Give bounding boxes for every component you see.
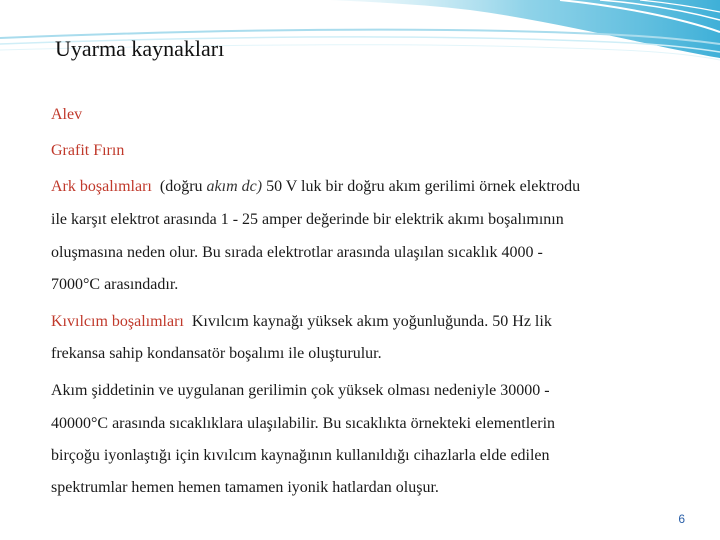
kivilcim-paragraph-line-1 — [51, 313, 552, 331]
item-grafit-firin: Grafit Fırın — [51, 142, 125, 159]
ark-paren-open: (doğru — [159, 178, 207, 195]
ark-italic: akım dc) — [206, 178, 263, 195]
item-alev: Alev — [51, 106, 83, 123]
kivilcim-rest: Kıvılcım kaynağı yüksek akım yoğunluğunda. 50 Hz lik — [191, 313, 552, 330]
ark-paragraph-line-2: ile karşıt elektrot arasında 1 - 25 amper değerinde bir elektrik akımı boşalımının — [51, 211, 564, 228]
ark-paragraph-line-3: oluşmasına neden olur. Bu sırada elektrotlar arasında ulaşılan sıcaklık 4000 - — [51, 244, 543, 261]
akim-paragraph-line-3: birçoğu iyonlaştığı için kıvılcım kaynağının kullanıldığı cihazlarla elde edilen — [51, 447, 550, 464]
kivilcim-heading: Kıvılcım boşalımları — [51, 313, 184, 330]
ark-heading: Ark boşalımları — [51, 178, 152, 195]
ark-paragraph-line-1 — [51, 178, 580, 196]
ark-paragraph-line-4: 7000°C arasındadır. — [51, 276, 179, 293]
akim-paragraph-line-2: 40000°C arasında sıcaklıklara ulaşılabilir. Bu sıcaklıkta örnekteki elementlerin — [51, 415, 556, 432]
akim-paragraph-line-1: Akım şiddetinin ve uygulanan gerilimin çok yüksek olması nedeniyle 30000 - — [51, 382, 550, 399]
kivilcim-paragraph-line-2: frekansa sahip kondansatör boşalımı ile oluşturulur. — [51, 345, 382, 362]
slide-title: Uyarma kaynakları — [55, 36, 225, 61]
ark-rest: 50 V luk bir doğru akım gerilimi örnek elektrodu — [262, 178, 581, 195]
page-number: 6 — [678, 512, 685, 526]
akim-paragraph-line-4: spektrumlar hemen hemen tamamen iyonik hatlardan oluşur. — [51, 479, 439, 496]
